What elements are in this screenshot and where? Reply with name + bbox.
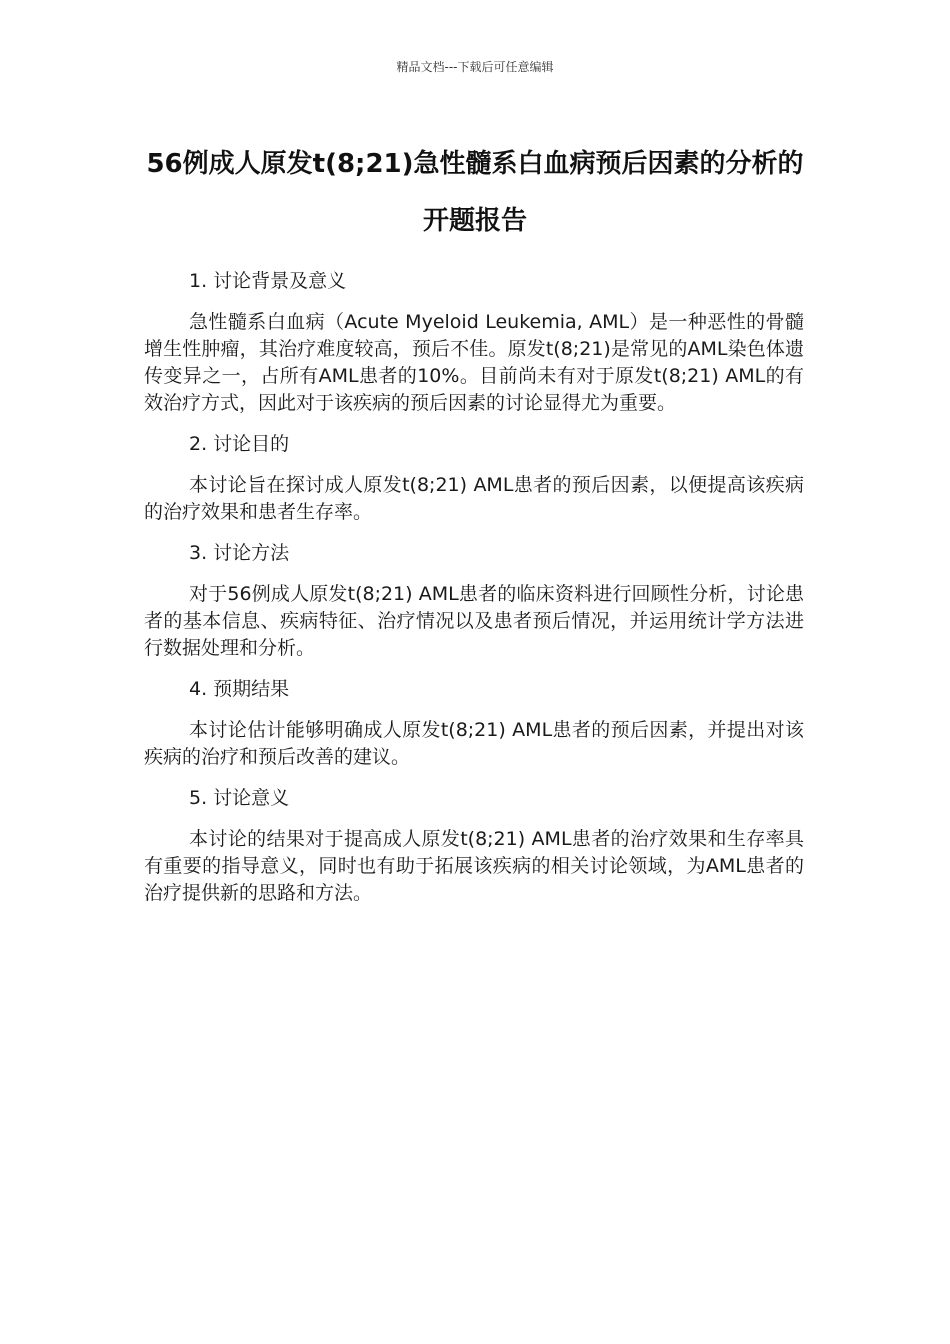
section-body-significance: 本讨论的结果对于提高成人原发t(8;21) AML患者的治疗效果和生存率具有重要的指导意义，同时也有助于拓展该疾病的相关讨论领域，为AML患者的治疗提供新的思路和方法。 [144, 828, 804, 904]
section-body-purpose: 本讨论旨在探讨成人原发t(8;21) AML患者的预后因素，以便提高该疾病的治疗效果和患者生存率。 [144, 474, 804, 523]
page-header-note: 精品文档---下载后可任意编辑 [396, 60, 554, 74]
section-heading-purpose: 2. 讨论目的 [189, 433, 290, 455]
section-body-background: 急性髓系白血病（Acute Myeloid Leukemia, AML）是一种恶性的骨髓增生性肿瘤，其治疗难度较高，预后不佳。原发t(8;21)是常见的AML染色体遗传变异之一，占所有AML患者的10%。目前尚未有对于原发t(8;21) AML的有效治疗方式，因此对于该疾病的预后因素的讨论显得尤为重要。 [144, 311, 804, 414]
section-heading-expected-results: 4. 预期结果 [189, 678, 290, 700]
section-heading-background: 1. 讨论背景及意义 [189, 270, 347, 292]
section-heading-methods: 3. 讨论方法 [189, 542, 290, 564]
section-heading-significance: 5. 讨论意义 [189, 787, 290, 809]
document-body [144, 268, 804, 921]
section-body-methods: 对于56例成人原发t(8;21) AML患者的临床资料进行回顾性分析，讨论患者的基本信息、疾病特征、治疗情况以及患者预后情况，并运用统计学方法进行数据处理和分析。 [144, 583, 804, 659]
section-body-expected-results: 本讨论估计能够明确成人原发t(8;21) AML患者的预后因素，并提出对该疾病的治疗和预后改善的建议。 [144, 719, 804, 768]
document-title: 56例成人原发t(8;21)急性髓系白血病预后因素的分析的开题报告 [146, 149, 804, 236]
